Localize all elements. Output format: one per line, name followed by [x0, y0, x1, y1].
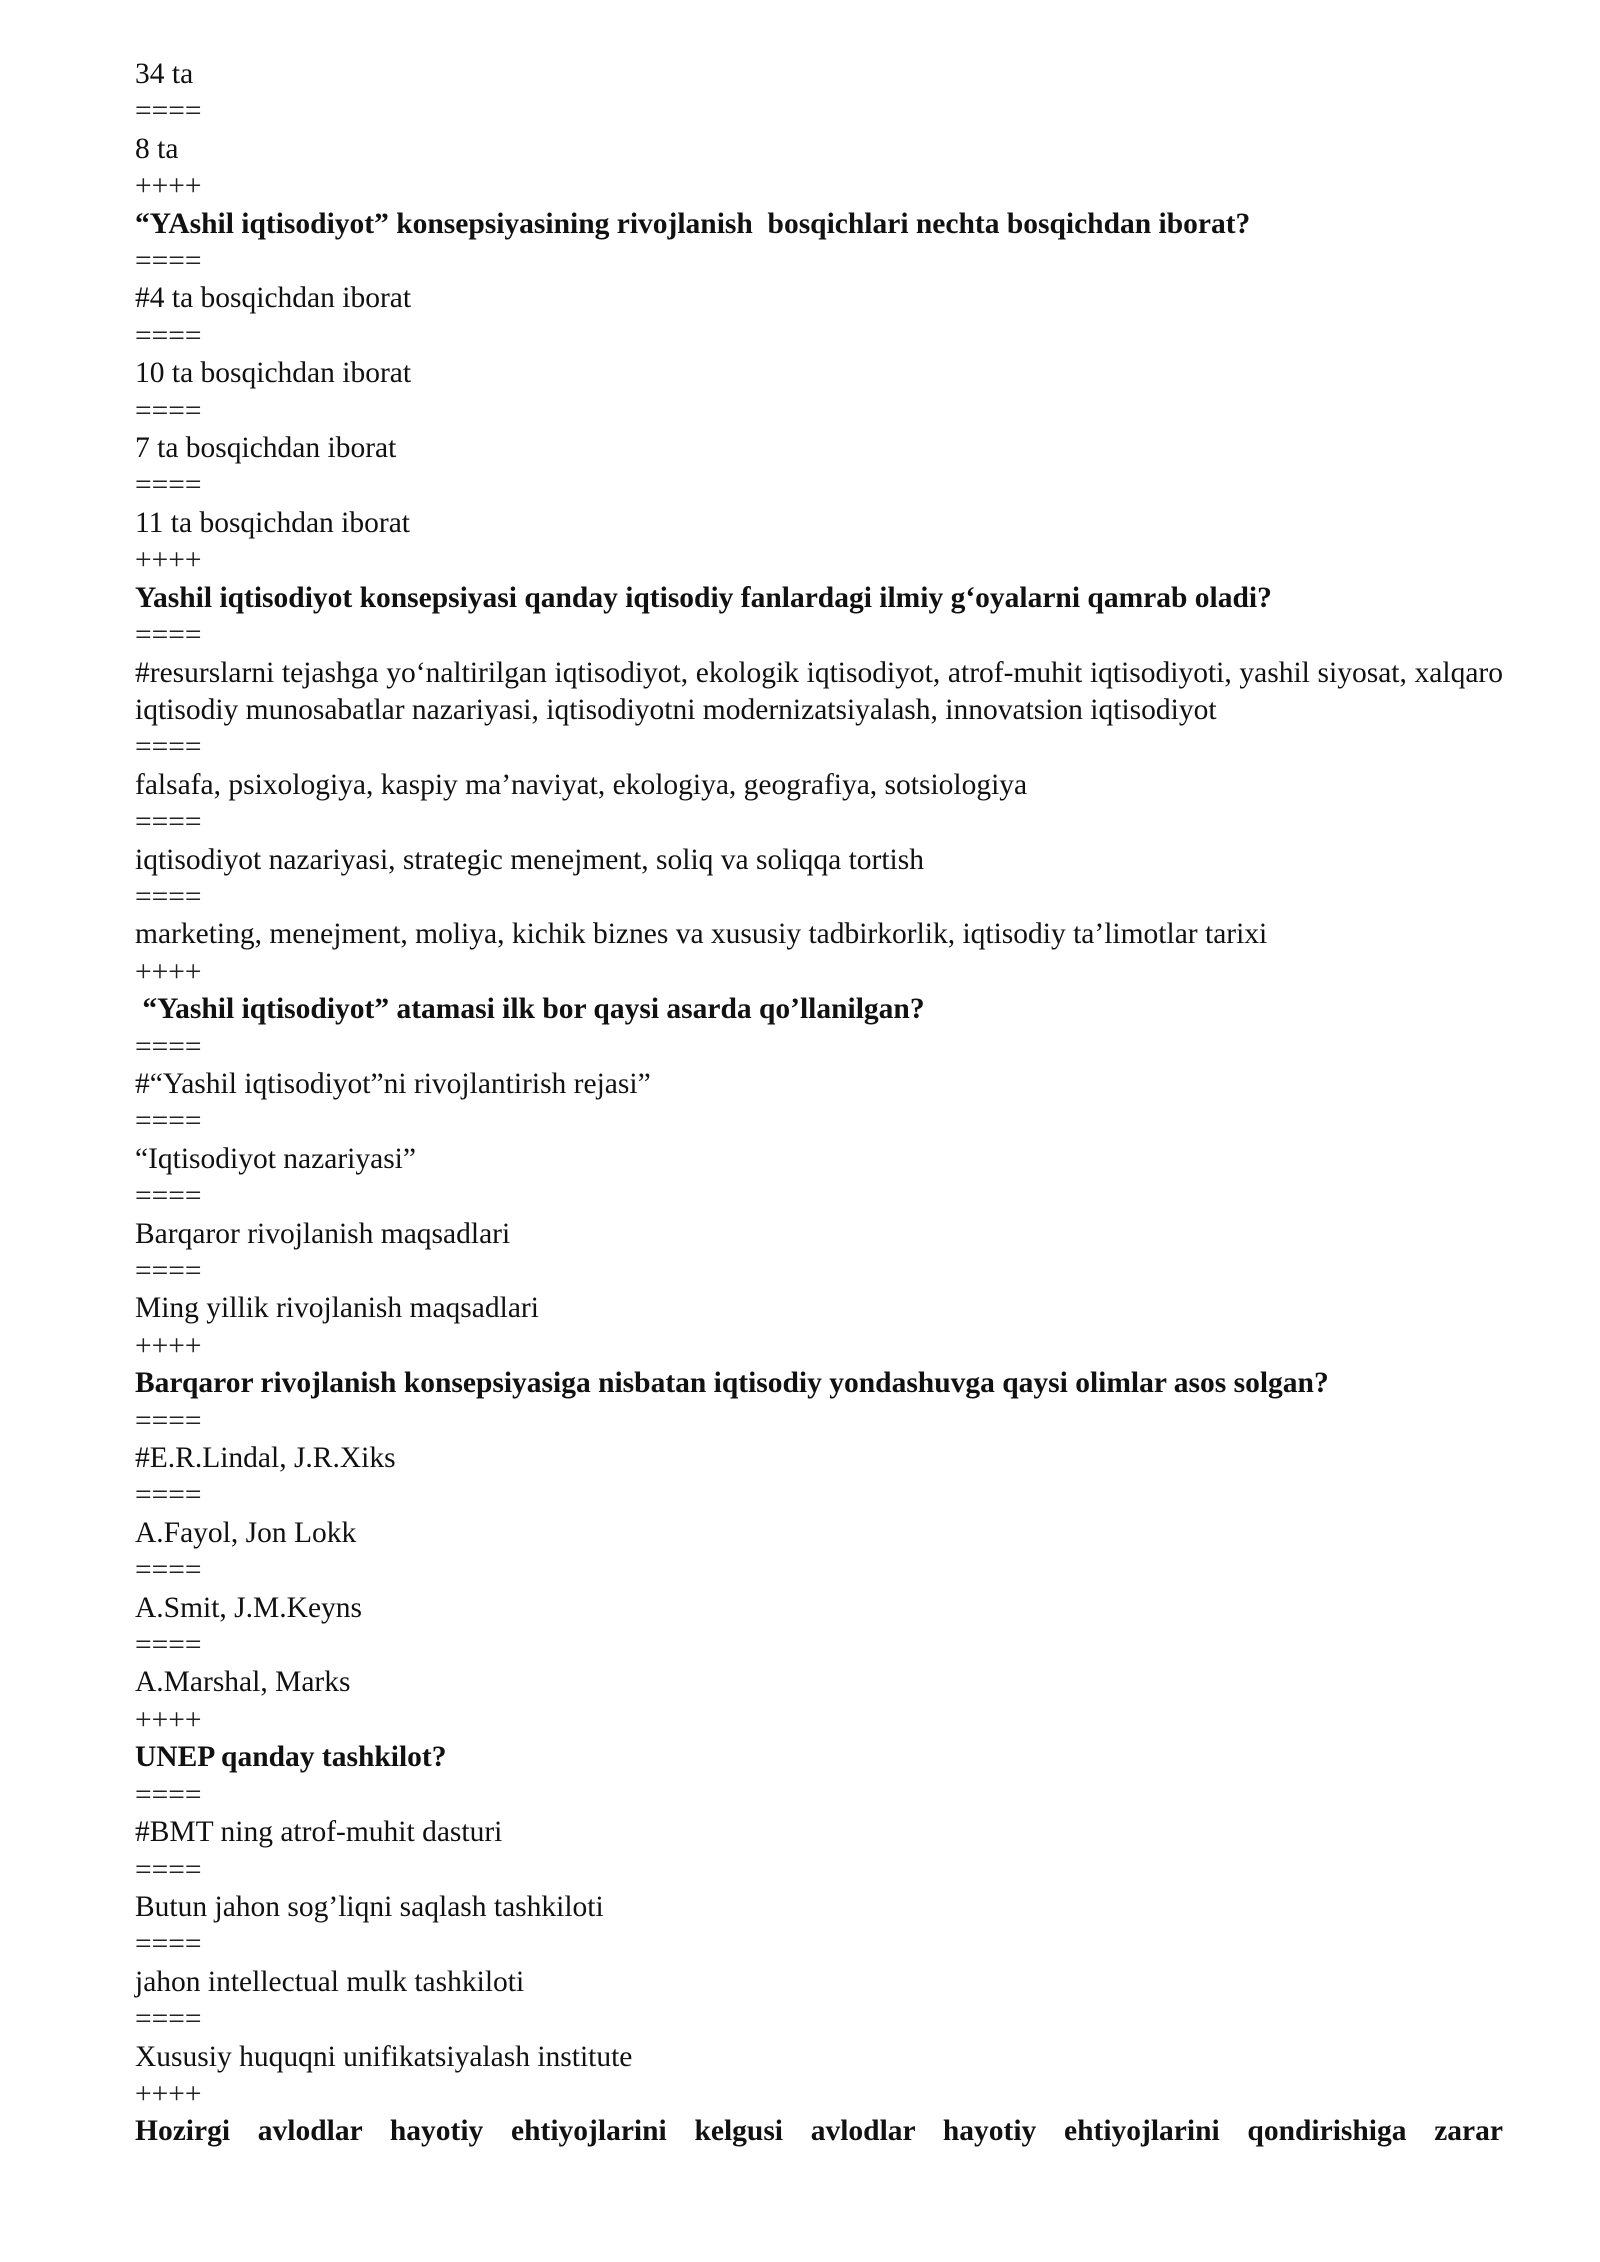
- question-separator: ++++: [135, 955, 202, 988]
- answer-separator: ====: [135, 1928, 202, 1961]
- answer-separator: ====: [135, 1629, 202, 1662]
- answer-option: #“Yashil iqtisodiyot”ni rivojlantirish rejasi”: [135, 1067, 651, 1100]
- answer-option: A.Fayol, Jon Lokk: [135, 1516, 357, 1549]
- answer-option: jahon intellectual mulk tashkiloti: [135, 1965, 525, 1998]
- question-separator: ++++: [135, 2077, 202, 2110]
- answer-separator: ====: [135, 95, 202, 128]
- answer-option: #E.R.Lindal, J.R.Xiks: [135, 1442, 396, 1475]
- question-separator: ++++: [135, 1329, 202, 1362]
- answer-option: 7 ta bosqichdan iborat: [135, 432, 397, 465]
- answer-separator: ====: [135, 2003, 202, 2036]
- answer-separator: ====: [135, 1554, 202, 1587]
- answer-option: 11 ta bosqichdan iborat: [135, 506, 410, 539]
- answer-separator: ====: [135, 1255, 202, 1287]
- answer-option: Barqaror rivojlanish maqsadlari: [135, 1217, 511, 1250]
- question-text: Yashil iqtisodiyot konsepsiyasi qanday iqtisodiy fanlardagi ilmiy g‘oyalarni qamrab oladi?: [135, 581, 1272, 614]
- answer-separator: ====: [135, 1030, 202, 1063]
- answer-option: #BMT ning atrof-muhit dasturi: [135, 1816, 503, 1849]
- answer-separator: ====: [135, 394, 202, 427]
- answer-separator: ====: [135, 731, 202, 764]
- answer-separator: ====: [135, 1105, 202, 1138]
- answer-separator: ====: [135, 1404, 202, 1437]
- question-text: Hozirgi avlodlar hayotiy ehtiyojlarini kelgusi avlodlar hayotiy ehtiyojlarini qondirishiga zarar: [135, 2115, 1503, 2148]
- answer-option: marketing, menejment, moliya, kichik biznes va xususiy tadbirkorlik, iqtisodiy ta’limotlar tarixi: [135, 918, 1268, 951]
- answer-option: A.Smit, J.M.Keyns: [135, 1591, 363, 1624]
- answer-separator: ====: [135, 1479, 202, 1512]
- answer-separator: ====: [135, 880, 202, 913]
- answer-option: A.Marshal, Marks: [135, 1666, 351, 1699]
- answer-separator: ====: [135, 806, 202, 839]
- document-body: [135, 56, 1511, 2151]
- question-separator: ++++: [135, 544, 202, 577]
- answer-option: #resurslarni tejashga yo‘naltirilgan iqtisodiyot, ekologik iqtisodiyot, atrof-muhit iqtisodiyoti, yashil siyosat, xalqaro iqtisodiy munosabatlar nazariyasi, iqtisodiyotni modernizatsiyalash, innovatsion iqtisodiyot: [135, 656, 1511, 726]
- answer-separator: ====: [135, 245, 202, 278]
- answer-option: #4 ta bosqichdan iborat: [135, 282, 412, 315]
- answer-separator: ====: [135, 1180, 202, 1213]
- answer-option: 10 ta bosqichdan iborat: [135, 357, 412, 390]
- answer-separator: ====: [135, 469, 202, 502]
- answer-option: “Iqtisodiyot nazariyasi”: [135, 1142, 416, 1175]
- question-separator: ++++: [135, 170, 202, 203]
- answer-option: 34 ta: [135, 58, 194, 90]
- answer-option: iqtisodiyot nazariyasi, strategic menejment, soliq va soliqqa tortish: [135, 843, 924, 876]
- answer-separator: ====: [135, 1778, 202, 1811]
- answer-option: Butun jahon sog’liqni saqlash tashkiloti: [135, 1890, 604, 1923]
- answer-option: falsafa, psixologiya, kaspiy ma’naviyat, ekologiya, geografiya, sotsiologiya: [135, 768, 1028, 801]
- question-separator: ++++: [135, 1703, 202, 1736]
- answer-option: 8 ta: [135, 132, 179, 165]
- answer-separator: ====: [135, 319, 202, 352]
- answer-option: Xususiy huquqni unifikatsiyalash institute: [135, 2040, 633, 2073]
- answer-option: Ming yillik rivojlanish maqsadlari: [135, 1292, 539, 1325]
- question-text: Barqaror rivojlanish konsepsiyasiga nisbatan iqtisodiy yondashuvga qaysi olimlar asos solgan?: [135, 1367, 1329, 1400]
- question-text: “Yashil iqtisodiyot” atamasi ilk bor qaysi asarda qo’llanilgan?: [135, 993, 925, 1026]
- question-text: “YAshil iqtisodiyot” konsepsiyasining rivojlanish bosqichlari nechta bosqichdan iborat?: [135, 207, 1251, 240]
- answer-separator: ====: [135, 1853, 202, 1886]
- answer-separator: ====: [135, 619, 202, 652]
- question-text: UNEP qanday tashkilot?: [135, 1741, 447, 1774]
